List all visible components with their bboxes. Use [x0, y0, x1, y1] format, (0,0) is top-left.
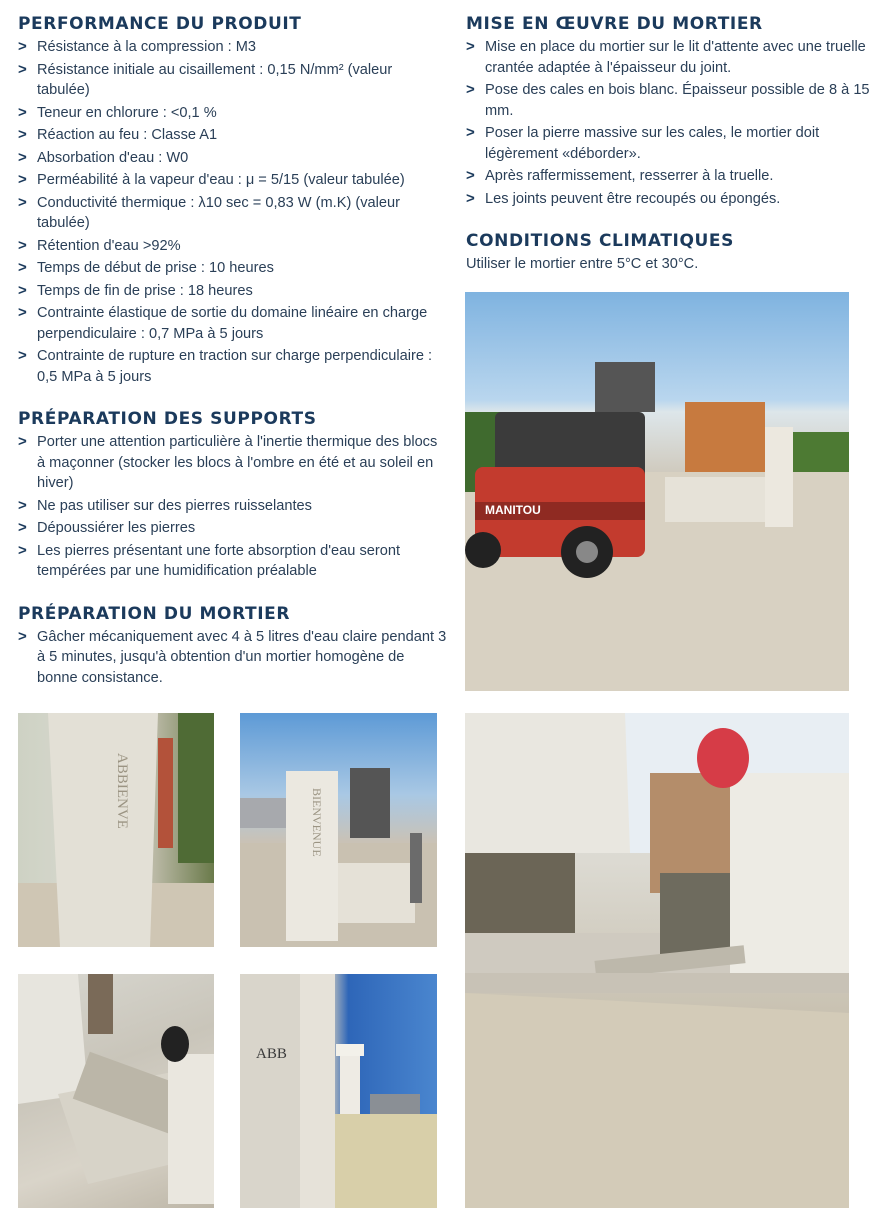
list-item: > Perméabilité à la vapeur d'eau : μ = 5/15 (valeur tabulée) — [18, 171, 405, 188]
list-item: > Contrainte élastique de sortie du domaine linéaire en charge perpendiculaire : 0,7 MPa à 5 jours — [18, 304, 428, 342]
section-mise-en-oeuvre — [466, 14, 876, 209]
list-item: > Temps de début de prise : 10 heures — [18, 259, 274, 276]
cap-engraving: ABB — [256, 1046, 287, 1062]
mise-en-oeuvre-list — [466, 37, 876, 209]
forklift-brand-label: MANITOU — [485, 503, 541, 517]
performance-list — [18, 37, 448, 387]
trowel-scene — [18, 974, 214, 1208]
section-title-mise-en-oeuvre: MISE EN ŒUVRE DU MORTIER — [466, 14, 763, 34]
left-column — [18, 14, 448, 710]
photo-mason-laying-stone — [465, 713, 849, 1208]
mortier-list — [18, 627, 448, 689]
climat-text: Utiliser le mortier entre 5°C et 30°C. — [466, 256, 699, 272]
list-item: > Poser la pierre massive sur les cales, le mortier doit légèrement «déborder». — [466, 124, 820, 162]
right-column — [466, 14, 876, 296]
photo-pillar-cap — [240, 974, 437, 1208]
list-item: > Gâcher mécaniquement avec 4 à 5 litres d'eau claire pendant 3 à 5 minutes, jusqu'à obtention d'un mortier homogène de bonne consistance. — [18, 627, 447, 686]
list-item: > Conductivité thermique : λ10 sec = 0,83 W (m.K) (valeur tabulée) — [18, 193, 400, 231]
section-title-mortier: PRÉPARATION DU MORTIER — [18, 603, 291, 624]
list-item: > Les joints peuvent être recoupés ou épongés. — [466, 189, 781, 207]
list-item: > Après raffermissement, resserrer à la truelle. — [466, 167, 774, 184]
cap-scene — [240, 974, 437, 1208]
list-item: > Porter une attention particulière à l'inertie thermique des blocs à maçonner (stocker les blocs à l'ombre en été et au soleil en hiver) — [18, 433, 438, 491]
pillar-scene — [18, 713, 214, 947]
pillar-engraving: ABBIENVE — [114, 753, 130, 829]
list-item: > Pose des cales en bois blanc. Épaisseur possible de 8 à 15 mm. — [466, 81, 870, 119]
section-title-performance: PERFORMANCE DU PRODUIT — [18, 14, 302, 34]
list-item: > Absorbation d'eau : W0 — [18, 148, 189, 166]
list-item: > Les pierres présentant une forte absorption d'eau seront tempérées par une humidification préalable — [18, 541, 400, 579]
photo-pillar-closeup — [18, 713, 214, 947]
list-item: > Temps de fin de prise : 18 heures — [18, 281, 253, 299]
section-title-climat: CONDITIONS CLIMATIQUES — [466, 231, 734, 251]
section-performance — [18, 14, 448, 387]
list-item: > Teneur en chlorure : <0,1 % — [18, 103, 217, 121]
photo-pillar-bienvenue — [240, 713, 437, 947]
list-item: > Réaction au feu : Classe A1 — [18, 126, 218, 143]
photo-forklift — [465, 292, 849, 691]
section-supports — [18, 409, 448, 582]
list-item: > Ne pas utiliser sur des pierres ruisselantes — [18, 496, 312, 514]
list-item: > Résistance initiale au cisaillement : 0,15 N/mm² (valeur tabulée) — [18, 60, 393, 98]
list-item: > Résistance à la compression : M3 — [18, 38, 256, 55]
photo-mortar-trowel — [18, 974, 214, 1208]
bienvenue-scene — [240, 713, 437, 947]
list-item: > Dépoussiérer les pierres — [18, 519, 196, 536]
section-title-supports: PRÉPARATION DES SUPPORTS — [18, 409, 317, 429]
forklift-scene — [465, 292, 849, 691]
section-mortier — [18, 604, 448, 689]
pillar-engraving: BIENVENUE — [310, 788, 324, 857]
list-item: > Mise en place du mortier sur le lit d'attente avec une truelle crantée adaptée à l'épaisseur du joint. — [466, 38, 866, 76]
list-item: > Rétention d'eau >92% — [18, 236, 181, 254]
list-item: > Contrainte de rupture en traction sur charge perpendiculaire : 0,5 MPa à 5 jours — [18, 347, 433, 385]
supports-list — [18, 432, 448, 582]
section-climat — [466, 231, 876, 274]
mason-scene — [465, 713, 849, 1208]
